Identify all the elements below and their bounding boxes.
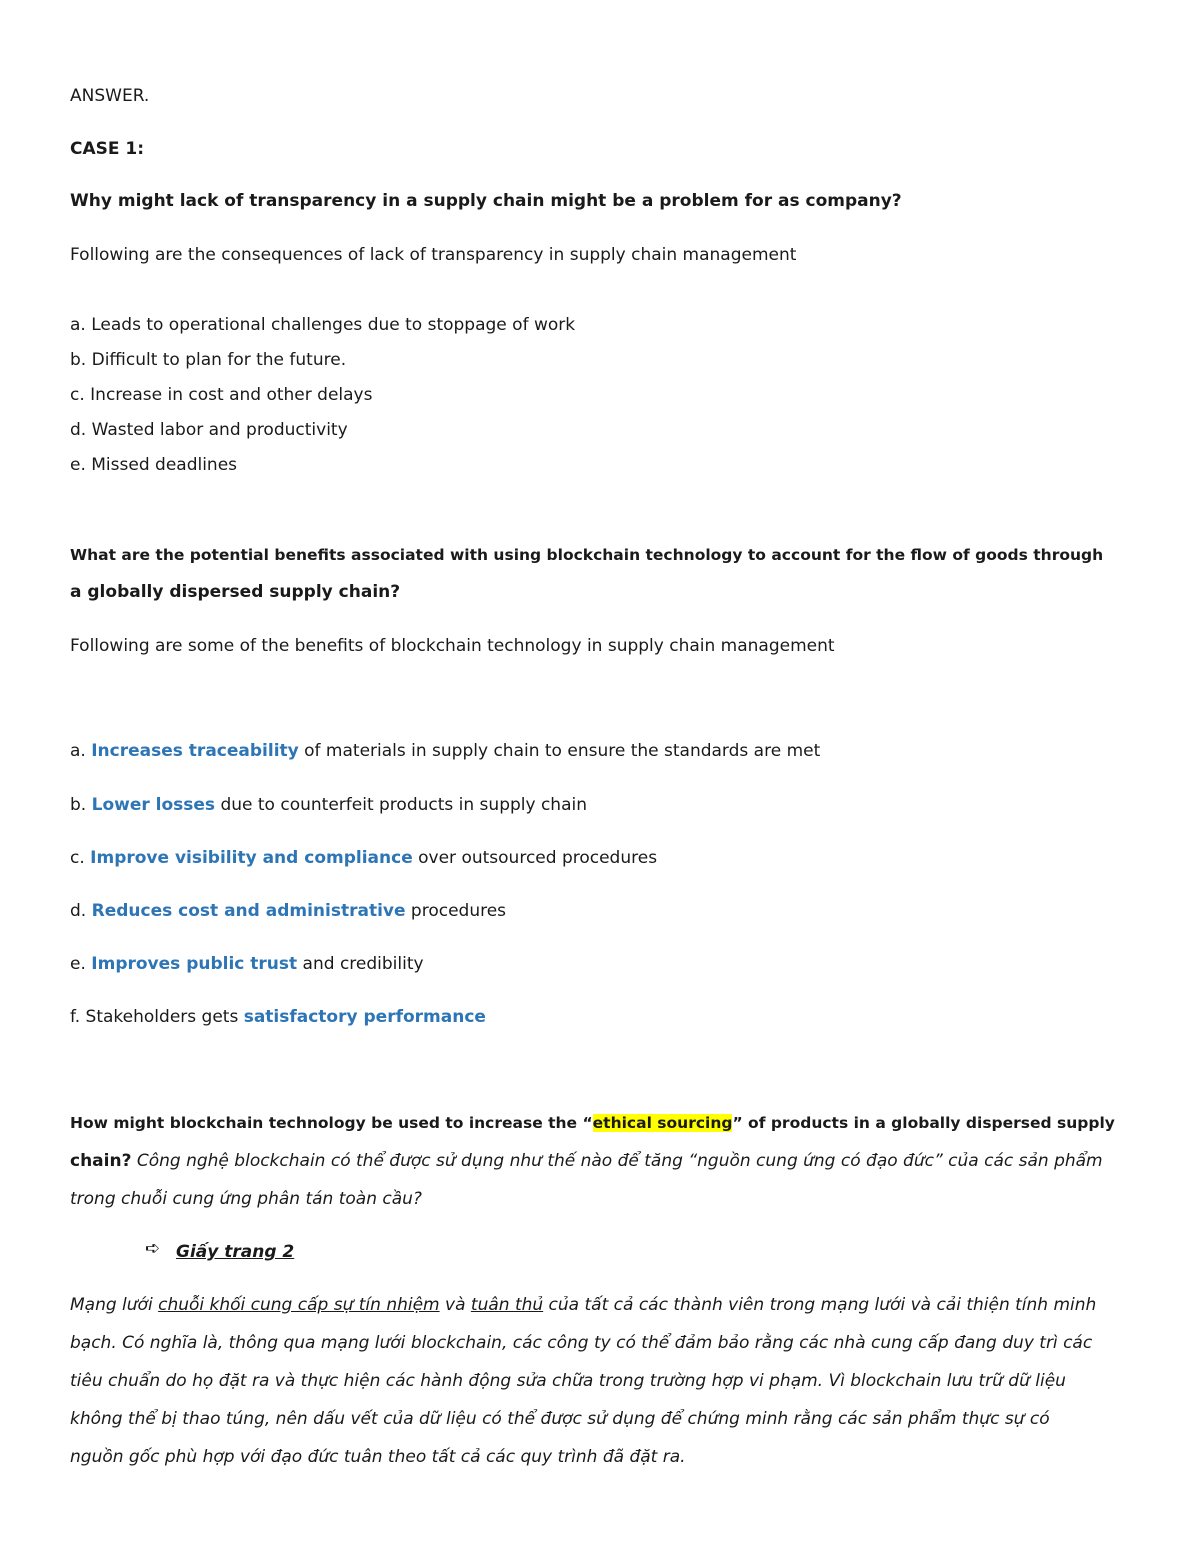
q1-item: b. Difficult to plan for the future. [70, 350, 347, 370]
q1-item: d. Wasted labor and productivity [70, 420, 348, 440]
question-2-line2: a globally dispersed supply chain? [70, 582, 401, 602]
q2-item: b. Lower losses due to counterfeit products in supply chain [70, 795, 587, 815]
question-3-line2: chain? Công nghệ blockchain có thể được sử dụng như thế nào để tăng “nguồn cung ứng có đạo đức” của các sản phẩm [70, 1151, 1103, 1171]
q1-item: e. Missed deadlines [70, 455, 238, 475]
case-title: CASE 1: [70, 139, 145, 159]
answer-header: ANSWER. [70, 86, 150, 106]
arrow-icon: ➪ [145, 1238, 161, 1259]
ethical-sourcing-highlight: ethical sourcing [592, 1114, 733, 1132]
question-1: Why might lack of transparency in a supply chain might be a problem for as company? [70, 191, 902, 211]
answer-paragraph-line: tiêu chuẩn do họ đặt ra và thực hiện các hành động sửa chữa trong trường hợp vi phạm. Vì blockchain lưu trữ dữ liệu [70, 1371, 1066, 1391]
question-2-line1: What are the potential benefits associated with using blockchain technology to account for the flow of goods through [70, 546, 1104, 564]
q2-item: e. Improves public trust and credibility [70, 954, 424, 974]
answer-paragraph-line: bạch. Có nghĩa là, thông qua mạng lưới blockchain, các công ty có thể đảm bảo rằng các nhà cung cấp đang duy trì các [70, 1333, 1093, 1353]
q1-intro: Following are the consequences of lack of transparency in supply chain management [70, 245, 797, 265]
q2-item: f. Stakeholders gets satisfactory performance [70, 1007, 486, 1027]
question-3-line3: trong chuỗi cung ứng phân tán toàn cầu? [70, 1189, 422, 1209]
q2-item: d. Reduces cost and administrative procedures [70, 901, 507, 921]
q2-item: c. Improve visibility and compliance over outsourced procedures [70, 848, 658, 868]
q2-intro: Following are some of the benefits of blockchain technology in supply chain management [70, 636, 835, 656]
answer-paragraph-line: nguồn gốc phù hợp với đạo đức tuân theo tất cả các quy trình đã đặt ra. [70, 1447, 686, 1467]
q2-item: a. Increases traceability of materials in supply chain to ensure the standards are met [70, 741, 821, 761]
q1-item: a. Leads to operational challenges due to stoppage of work [70, 315, 576, 335]
question-3-line1: How might blockchain technology be used to increase the “ethical sourcing” of products in a globally dispersed supply [70, 1114, 1115, 1132]
q1-item: c. Increase in cost and other delays [70, 385, 373, 405]
goto-page-2: Giấy trang 2 [176, 1242, 295, 1262]
answer-paragraph-line: Mạng lưới chuỗi khối cung cấp sự tín nhiệm và tuân thủ của tất cả các thành viên trong mạng lưới và cải thiện tính minh [70, 1295, 1097, 1315]
answer-paragraph-line: không thể bị thao túng, nên dấu vết của dữ liệu có thể được sử dụng để chứng minh rằng các sản phẩm thực sự có [70, 1409, 1050, 1429]
